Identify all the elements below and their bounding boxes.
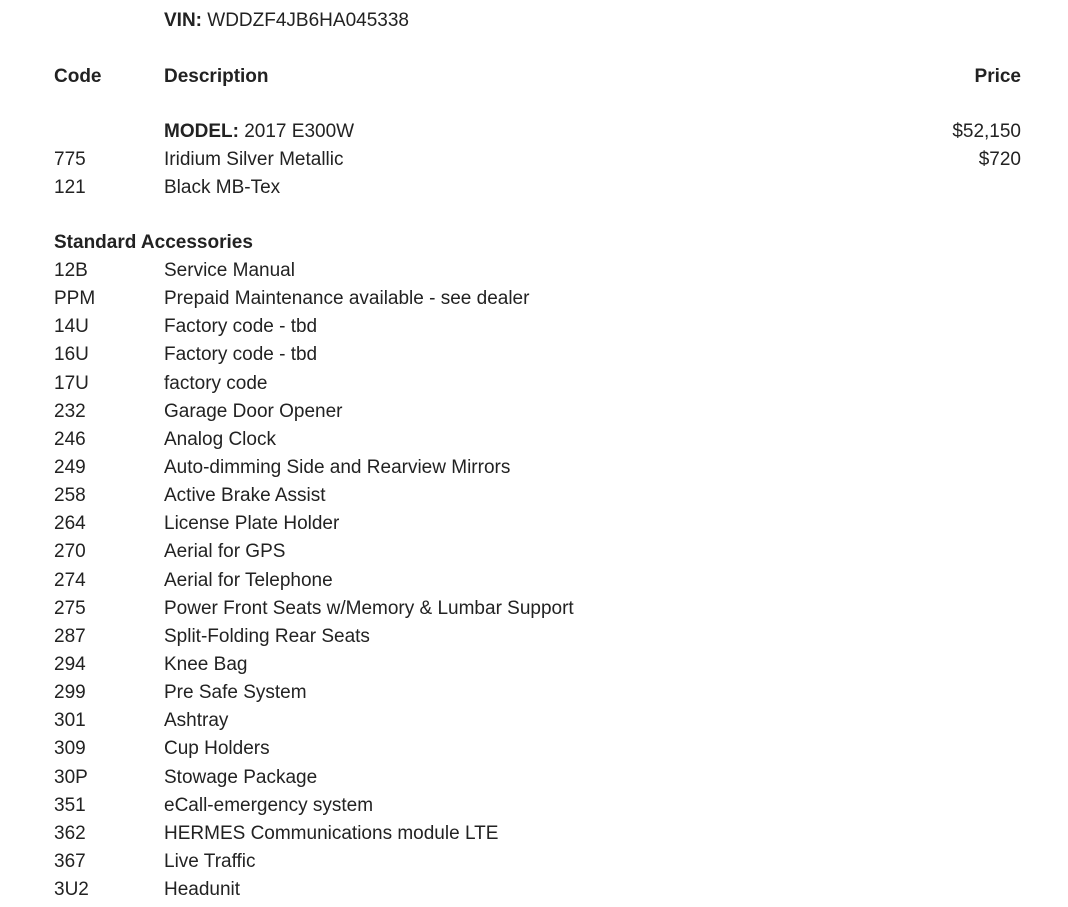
- accessory-code: 3U2: [54, 879, 89, 901]
- accessory-code: 16U: [54, 344, 89, 366]
- accessory-code: 14U: [54, 316, 89, 338]
- accessory-row: [0, 738, 1068, 766]
- accessory-row: [0, 513, 1068, 541]
- option-code: 121: [54, 177, 86, 198]
- accessory-description: Ashtray: [164, 710, 229, 732]
- accessory-description: HERMES Communications module LTE: [164, 822, 499, 844]
- option-row: [0, 149, 1068, 177]
- accessory-row: [0, 682, 1068, 710]
- accessory-code: 264: [54, 513, 86, 535]
- accessory-row: [0, 823, 1068, 851]
- accessory-row: [0, 710, 1068, 738]
- accessory-description: Aerial for GPS: [164, 541, 286, 563]
- option-row: [0, 177, 1068, 205]
- model-row: [0, 121, 1068, 149]
- accessory-description: Knee Bag: [164, 653, 248, 675]
- vin-value: WDDZF4JB6HA045338: [207, 10, 409, 31]
- accessory-code: 309: [54, 738, 86, 760]
- accessory-description: Aerial for Telephone: [164, 569, 333, 591]
- accessory-description: Auto-dimming Side and Rearview Mirrors: [164, 456, 511, 478]
- accessory-code: 362: [54, 822, 86, 844]
- accessory-row: [0, 541, 1068, 569]
- accessory-row: [0, 288, 1068, 316]
- vin-label: VIN:: [164, 10, 202, 31]
- accessory-description: Factory code - tbd: [164, 344, 318, 366]
- accessory-row: [0, 373, 1068, 401]
- column-header-description: Description: [164, 66, 269, 87]
- model-value: 2017 E300W: [244, 121, 355, 142]
- accessory-description: Split-Folding Rear Seats: [164, 625, 370, 647]
- accessory-code: 275: [54, 597, 86, 619]
- accessory-code: 299: [54, 682, 86, 704]
- model-description: [164, 121, 354, 143]
- accessory-row: [0, 260, 1068, 288]
- accessory-row: [0, 626, 1068, 654]
- accessory-description: Power Front Seats w/Memory & Lumbar Support: [164, 597, 574, 619]
- column-header-price: Price: [974, 66, 1021, 87]
- accessory-code: 274: [54, 569, 86, 591]
- option-description: Black MB-Tex: [164, 177, 281, 198]
- accessory-row: [0, 401, 1068, 429]
- accessory-row: [0, 344, 1068, 372]
- accessory-description: Prepaid Maintenance available - see dealer: [164, 288, 530, 310]
- accessory-code: 12B: [54, 260, 88, 281]
- standard-accessories-heading: Standard Accessories: [54, 232, 253, 253]
- accessory-description: Service Manual: [164, 260, 295, 281]
- accessory-code: 30P: [54, 766, 88, 788]
- accessory-code: 351: [54, 794, 86, 816]
- accessory-row: [0, 654, 1068, 682]
- vin-line: [164, 10, 409, 32]
- standard-accessories-list: [0, 260, 1068, 907]
- accessory-row: [0, 429, 1068, 457]
- accessory-description: Cup Holders: [164, 738, 270, 760]
- accessory-row: [0, 879, 1068, 907]
- accessory-row: [0, 851, 1068, 879]
- accessory-row: [0, 316, 1068, 344]
- model-price: $52,150: [952, 121, 1021, 142]
- accessory-description: Headunit: [164, 879, 241, 901]
- accessory-description: Analog Clock: [164, 428, 276, 450]
- accessory-row: [0, 795, 1068, 823]
- accessory-code: 246: [54, 428, 86, 450]
- option-code: 775: [54, 149, 86, 170]
- accessory-code: 294: [54, 653, 86, 675]
- accessory-code: 249: [54, 456, 86, 478]
- accessory-row: [0, 598, 1068, 626]
- accessory-description: Factory code - tbd: [164, 316, 318, 338]
- accessory-description: eCall-emergency system: [164, 794, 374, 816]
- accessory-code: 270: [54, 541, 86, 563]
- accessory-description: License Plate Holder: [164, 513, 340, 535]
- option-price: $720: [978, 149, 1021, 170]
- accessory-description: Stowage Package: [164, 766, 318, 788]
- accessory-description: Pre Safe System: [164, 682, 307, 704]
- accessory-description: Garage Door Opener: [164, 400, 343, 422]
- accessory-code: 17U: [54, 372, 89, 394]
- accessory-code: 287: [54, 625, 86, 647]
- accessory-code: 301: [54, 710, 86, 732]
- accessory-description: Active Brake Assist: [164, 485, 326, 507]
- accessory-row: [0, 767, 1068, 795]
- model-label: MODEL:: [164, 121, 239, 142]
- accessory-code: 367: [54, 850, 86, 872]
- accessory-row: [0, 570, 1068, 598]
- accessory-code: 258: [54, 485, 86, 507]
- option-description: Iridium Silver Metallic: [164, 149, 344, 170]
- accessory-code: 232: [54, 400, 86, 422]
- column-header-code: Code: [54, 66, 102, 87]
- accessory-row: [0, 485, 1068, 513]
- accessory-description: factory code: [164, 372, 268, 394]
- accessory-code: PPM: [54, 288, 96, 310]
- accessory-row: [0, 457, 1068, 485]
- accessory-description: Live Traffic: [164, 850, 256, 872]
